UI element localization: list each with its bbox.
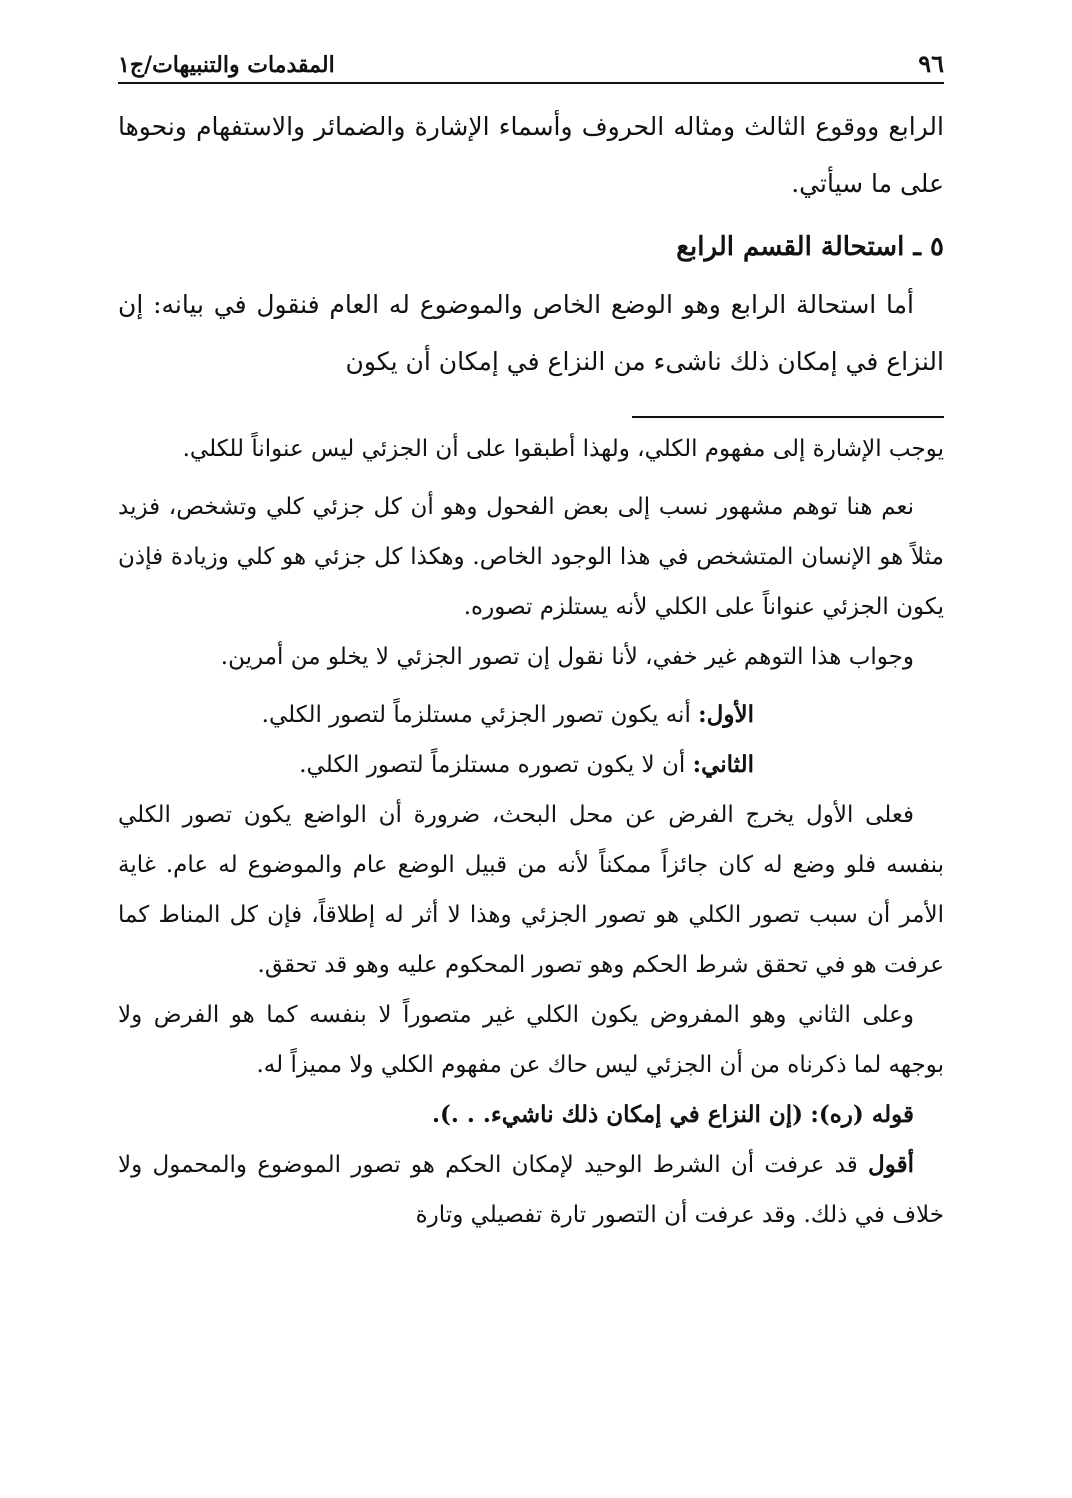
commentary-quote (118, 1090, 944, 1140)
footnote-paragraph: وعلى الثاني وهو المفروض يكون الكلي غير متصوراً لا بنفسه كما هو الفرض ولا بوجهه لما ذكرناه من أن الجزئي ليس حاك عن مفهوم الكلي ولا مميزاً له. (118, 1002, 944, 1078)
main-paragraph: أما استحالة الرابع وهو الوضع الخاص والموضوع له العام فنقول في بيانه: إن النزاع في إمكان ذلك ناشىء من النزاع في إمكان أن يكون (118, 290, 944, 376)
main-text (118, 98, 944, 390)
page-number: ٩٦ (918, 49, 944, 78)
case-second (118, 740, 944, 790)
main-paragraph-continuation: الرابع ووقوع الثالث ومثاله الحروف وأسماء الإشارة والضمائر والاستفهام ونحوها على ما سيأتي. (118, 112, 944, 198)
aqul-label: أقول (868, 1151, 914, 1178)
footnote-paragraph: نعم هنا توهم مشهور نسب إلى بعض الفحول وهو أن كل جزئي كلي وتشخص، فزيد مثلاً هو الإنسان المتشخص في هذا الوجود الخاص. وهكذا كل جزئي هو كلي وزيادة فإذن يكون الجزئي عنواناً على الكلي لأنه يستلزم تصوره. (118, 494, 944, 620)
footnote-paragraph: وجواب هذا التوهم غير خفي، لأنا نقول إن تصور الجزئي لا يخلو من أمرين. (220, 644, 914, 670)
case-second-label: الثاني: (692, 751, 754, 778)
footnote-separator (632, 416, 944, 418)
footnotes (118, 424, 944, 1240)
case-first-text: أنه يكون تصور الجزئي مستلزماً لتصور الكلي. (261, 702, 691, 728)
case-first-label: الأول: (698, 701, 754, 728)
running-title: المقدمات والتنبيهات/ج١ (118, 52, 335, 78)
case-second-text: أن لا يكون تصوره مستلزماً لتصور الكلي. (299, 752, 686, 778)
qawluh-quote: (إن النزاع في إمكان ذلك ناشيء. . .). (432, 1101, 804, 1128)
aqul-text: قد عرفت أن الشرط الوحيد لإمكان الحكم هو تصور الموضوع والمحمول ولا خلاف في ذلك. وقد عرفت أن التصور تارة تفصيلي وتارة (118, 1152, 944, 1228)
qawluh-label: قوله (ره): (810, 1101, 914, 1128)
book-page (118, 38, 944, 1478)
running-header (118, 38, 944, 84)
section-heading: ٥ ـ استحالة القسم الرابع (676, 232, 944, 262)
commentary-answer (118, 1140, 944, 1240)
case-first (118, 690, 944, 740)
footnote-paragraph: فعلى الأول يخرج الفرض عن محل البحث، ضرورة أن الواضع يكون تصور الكلي بنفسه فلو وضع له كان جائزاً ممكناً لأنه من قبيل الوضع عام والموضوع له عام. غاية الأمر أن سبب تصور الكلي هو تصور الجزئي وهذا لا أثر له إطلاقاً، فإن كل المناط كما عرفت هو في تحقق شرط الحكم وهو تصور المحكوم عليه وهو قد تحقق. (118, 802, 944, 978)
footnote-continuation: يوجب الإشارة إلى مفهوم الكلي، ولهذا أطبقوا على أن الجزئي ليس عنواناً للكلي. (182, 436, 944, 462)
